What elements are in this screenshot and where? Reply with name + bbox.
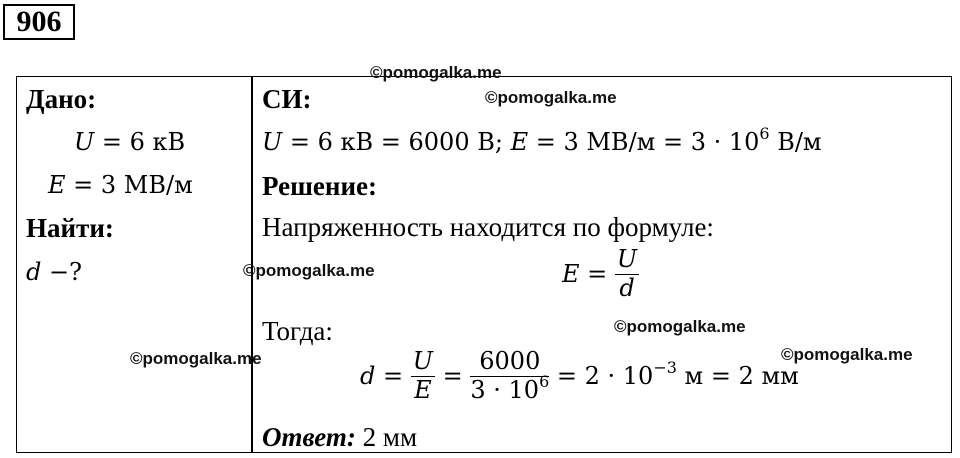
si-conversion-line [262,124,822,156]
watermark: ©pomogalka.me [130,349,262,368]
formula-lhs: E [562,260,580,289]
answer-line [262,422,417,453]
calc-denominator-2-exp: 6 [539,371,550,391]
answer-label: Ответ: [262,422,356,452]
calc-numerator-2: 6000 [470,348,549,377]
calc-eq-1: = [375,362,411,391]
calc-fraction-symbolic [411,348,435,404]
calc-result [549,358,799,391]
problem-number: 906 [3,4,75,40]
watermark: ©pomogalka.me [781,345,913,364]
given-field-value: = 3 МВ/м [65,171,193,199]
find-text: −? [41,258,82,286]
given-heading: Дано: [26,84,97,114]
calc-numerator-1: U [412,347,433,375]
given-voltage [74,128,185,156]
formula-eq: = [579,260,615,289]
find-item [26,258,82,286]
si-part-1: = 6 кВ = 6000 В; [282,128,511,156]
solution-heading: Решение: [262,171,377,201]
calc-rest-exp: −3 [653,358,677,378]
si-part-3: В/м [769,128,822,156]
calc-denominator-2 [470,371,550,405]
given-voltage-value: = 6 кВ [94,128,186,156]
calc-denominator-2-base: 3 · 10 [470,375,540,404]
watermark: ©pomogalka.me [485,88,617,107]
watermark: ©pomogalka.me [243,261,375,280]
si-var-e: E [510,128,529,156]
calculation [360,348,799,404]
watermark: ©pomogalka.me [370,63,502,82]
calc-eq-2: = [434,362,471,391]
watermark: ©pomogalka.me [614,317,746,336]
given-field-var: E [48,171,66,199]
given-field [48,171,193,199]
then-label: Тогда: [262,316,333,346]
calc-fraction-numeric [470,348,549,404]
formula-denominator: d [619,273,635,302]
calc-lhs: d [360,362,376,391]
si-part-2: = 3 МВ/м = 3 · 10 [528,128,760,156]
field-formula [562,246,639,302]
calc-denominator-1: E [414,375,432,404]
si-var-u: U [262,128,283,156]
formula-fraction [615,246,639,302]
answer-value: 2 мм [355,422,418,452]
formula-numerator: U [616,245,638,273]
find-var: d [26,258,42,286]
calc-tail: м = 2 мм [676,362,799,391]
solution-intro: Напряженность находится по формуле: [262,212,714,242]
given-voltage-var: U [74,128,95,156]
si-heading: СИ: [262,84,312,114]
find-heading: Найти: [26,213,114,243]
si-exponent: 6 [759,124,770,143]
calc-rest: = 2 · 10 [549,362,654,391]
